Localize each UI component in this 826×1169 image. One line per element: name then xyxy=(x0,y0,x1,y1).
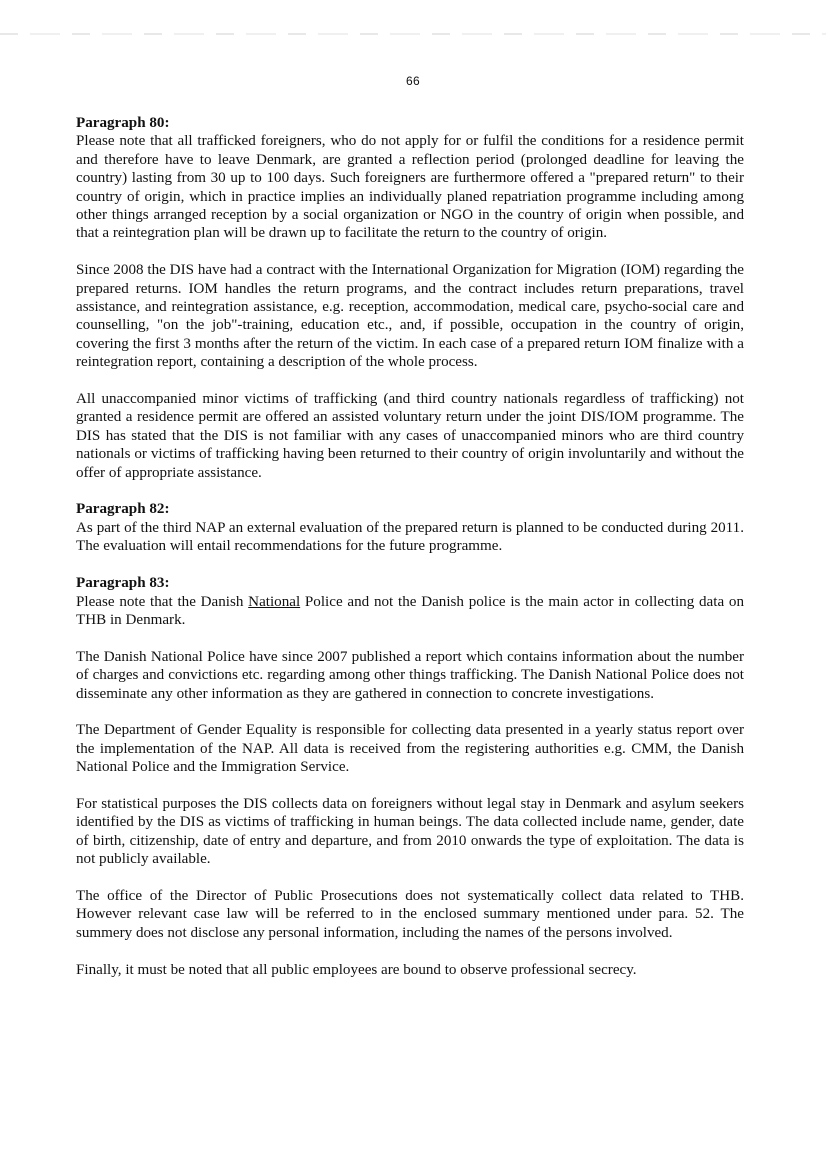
paragraph-83-section xyxy=(76,574,744,629)
paragraph-80-text-2: Since 2008 the DIS have had a contract with the International Organization for Migration (IOM) regarding the prepared returns. IOM handles the return programs, and the contract includes return preparations, travel assistance, and reintegration assistance, e.g. reception, accommodation, medical care, psycho-social care and counselling, "on the job"-training, education etc., and, if possible, occupation in the country of origin, covering the first 3 months after the return of the victim. In each case of a prepared return IOM finalize with a reintegration report, containing a description of the whole process. xyxy=(76,262,744,371)
paragraph-83-text-1-end: Police and not the Danish police is the main actor in collecting data on THB in Denmark. xyxy=(76,593,744,628)
paragraph-83-heading: Paragraph 83: xyxy=(76,575,170,592)
paragraph-82-section xyxy=(76,500,744,555)
paragraph-80-text-1: Please note that all trafficked foreigners, who do not apply for or fulfil the conditions for a residence permit and therefore have to leave Denmark, are granted a reflection period (prolonged deadline for leaving the country) lasting from 30 up to 100 days. Such foreigners are furthermore offered a "prepared return" to their country of origin, which in practice implies an individually planed repatriation programme including among other things arranged reception by a social organization or NGO in the country of origin when possible, and that a reintegration plan will be drawn up to facilitate the return to the country of origin. xyxy=(76,133,744,242)
paragraph-83-text-2: The Danish National Police have since 2007 published a report which contains information about the number of charges and convictions etc. regarding among other things trafficking. The Danish National Police does not disseminate any other information as they are gathered in connection to concrete investigations. xyxy=(76,648,744,702)
paragraph-83-text-3: The Department of Gender Equality is responsible for collecting data presented in a yearly status report over the implementation of the NAP. All data is received from the registering authorities e.g. CMM, the Danish National Police and the Immigration Service. xyxy=(76,722,744,776)
paragraph-83-text-4: For statistical purposes the DIS collects data on foreigners without legal stay in Denmark and asylum seekers identified by the DIS as victims of trafficking in human beings. The data collected include name, gender, date of birth, citizenship, date of entry and departure, and from 2010 onwards the type of exploitation. The data is not publicly available. xyxy=(76,795,744,868)
paragraph-83-text-6: Finally, it must be noted that all public employees are bound to observe professional secrecy. xyxy=(76,961,637,978)
paragraph-80-heading: Paragraph 80: xyxy=(76,115,170,131)
paragraph-83-text-5: The office of the Director of Public Prosecutions does not systematically collect data related to THB. However relevant case law will be referred to in the enclosed summary mentioned under para. 52. The summery does not disclose any personal information, including the names of the persons involved. xyxy=(76,887,744,941)
paragraph-83-text-1 xyxy=(76,593,744,630)
underlined-national: National xyxy=(248,593,301,610)
paragraph-83-text-1-start: Please note that the Danish xyxy=(76,593,249,610)
scan-edge-artifact xyxy=(0,33,826,35)
document-body xyxy=(76,114,744,997)
paragraph-82-text-1: As part of the third NAP an external evaluation of the prepared return is planned to be conducted during 2011. The evaluation will entail recommendations for the future programme. xyxy=(76,519,744,555)
page-number: 66 xyxy=(406,74,420,88)
paragraph-80-text-3: All unaccompanied minor victims of trafficking (and third country nationals regardless of trafficking) not granted a residence permit are offered an assisted voluntary return under the joint DIS/IOM programme. The DIS has stated that the DIS is not familiar with any cases of unaccompanied minors who are third country nationals or victims of trafficking having been returned to their country of origin involuntarily and without the offer of appropriate assistance. xyxy=(76,391,744,481)
paragraph-82-heading: Paragraph 82: xyxy=(76,501,170,518)
paragraph-80-section xyxy=(76,114,744,243)
